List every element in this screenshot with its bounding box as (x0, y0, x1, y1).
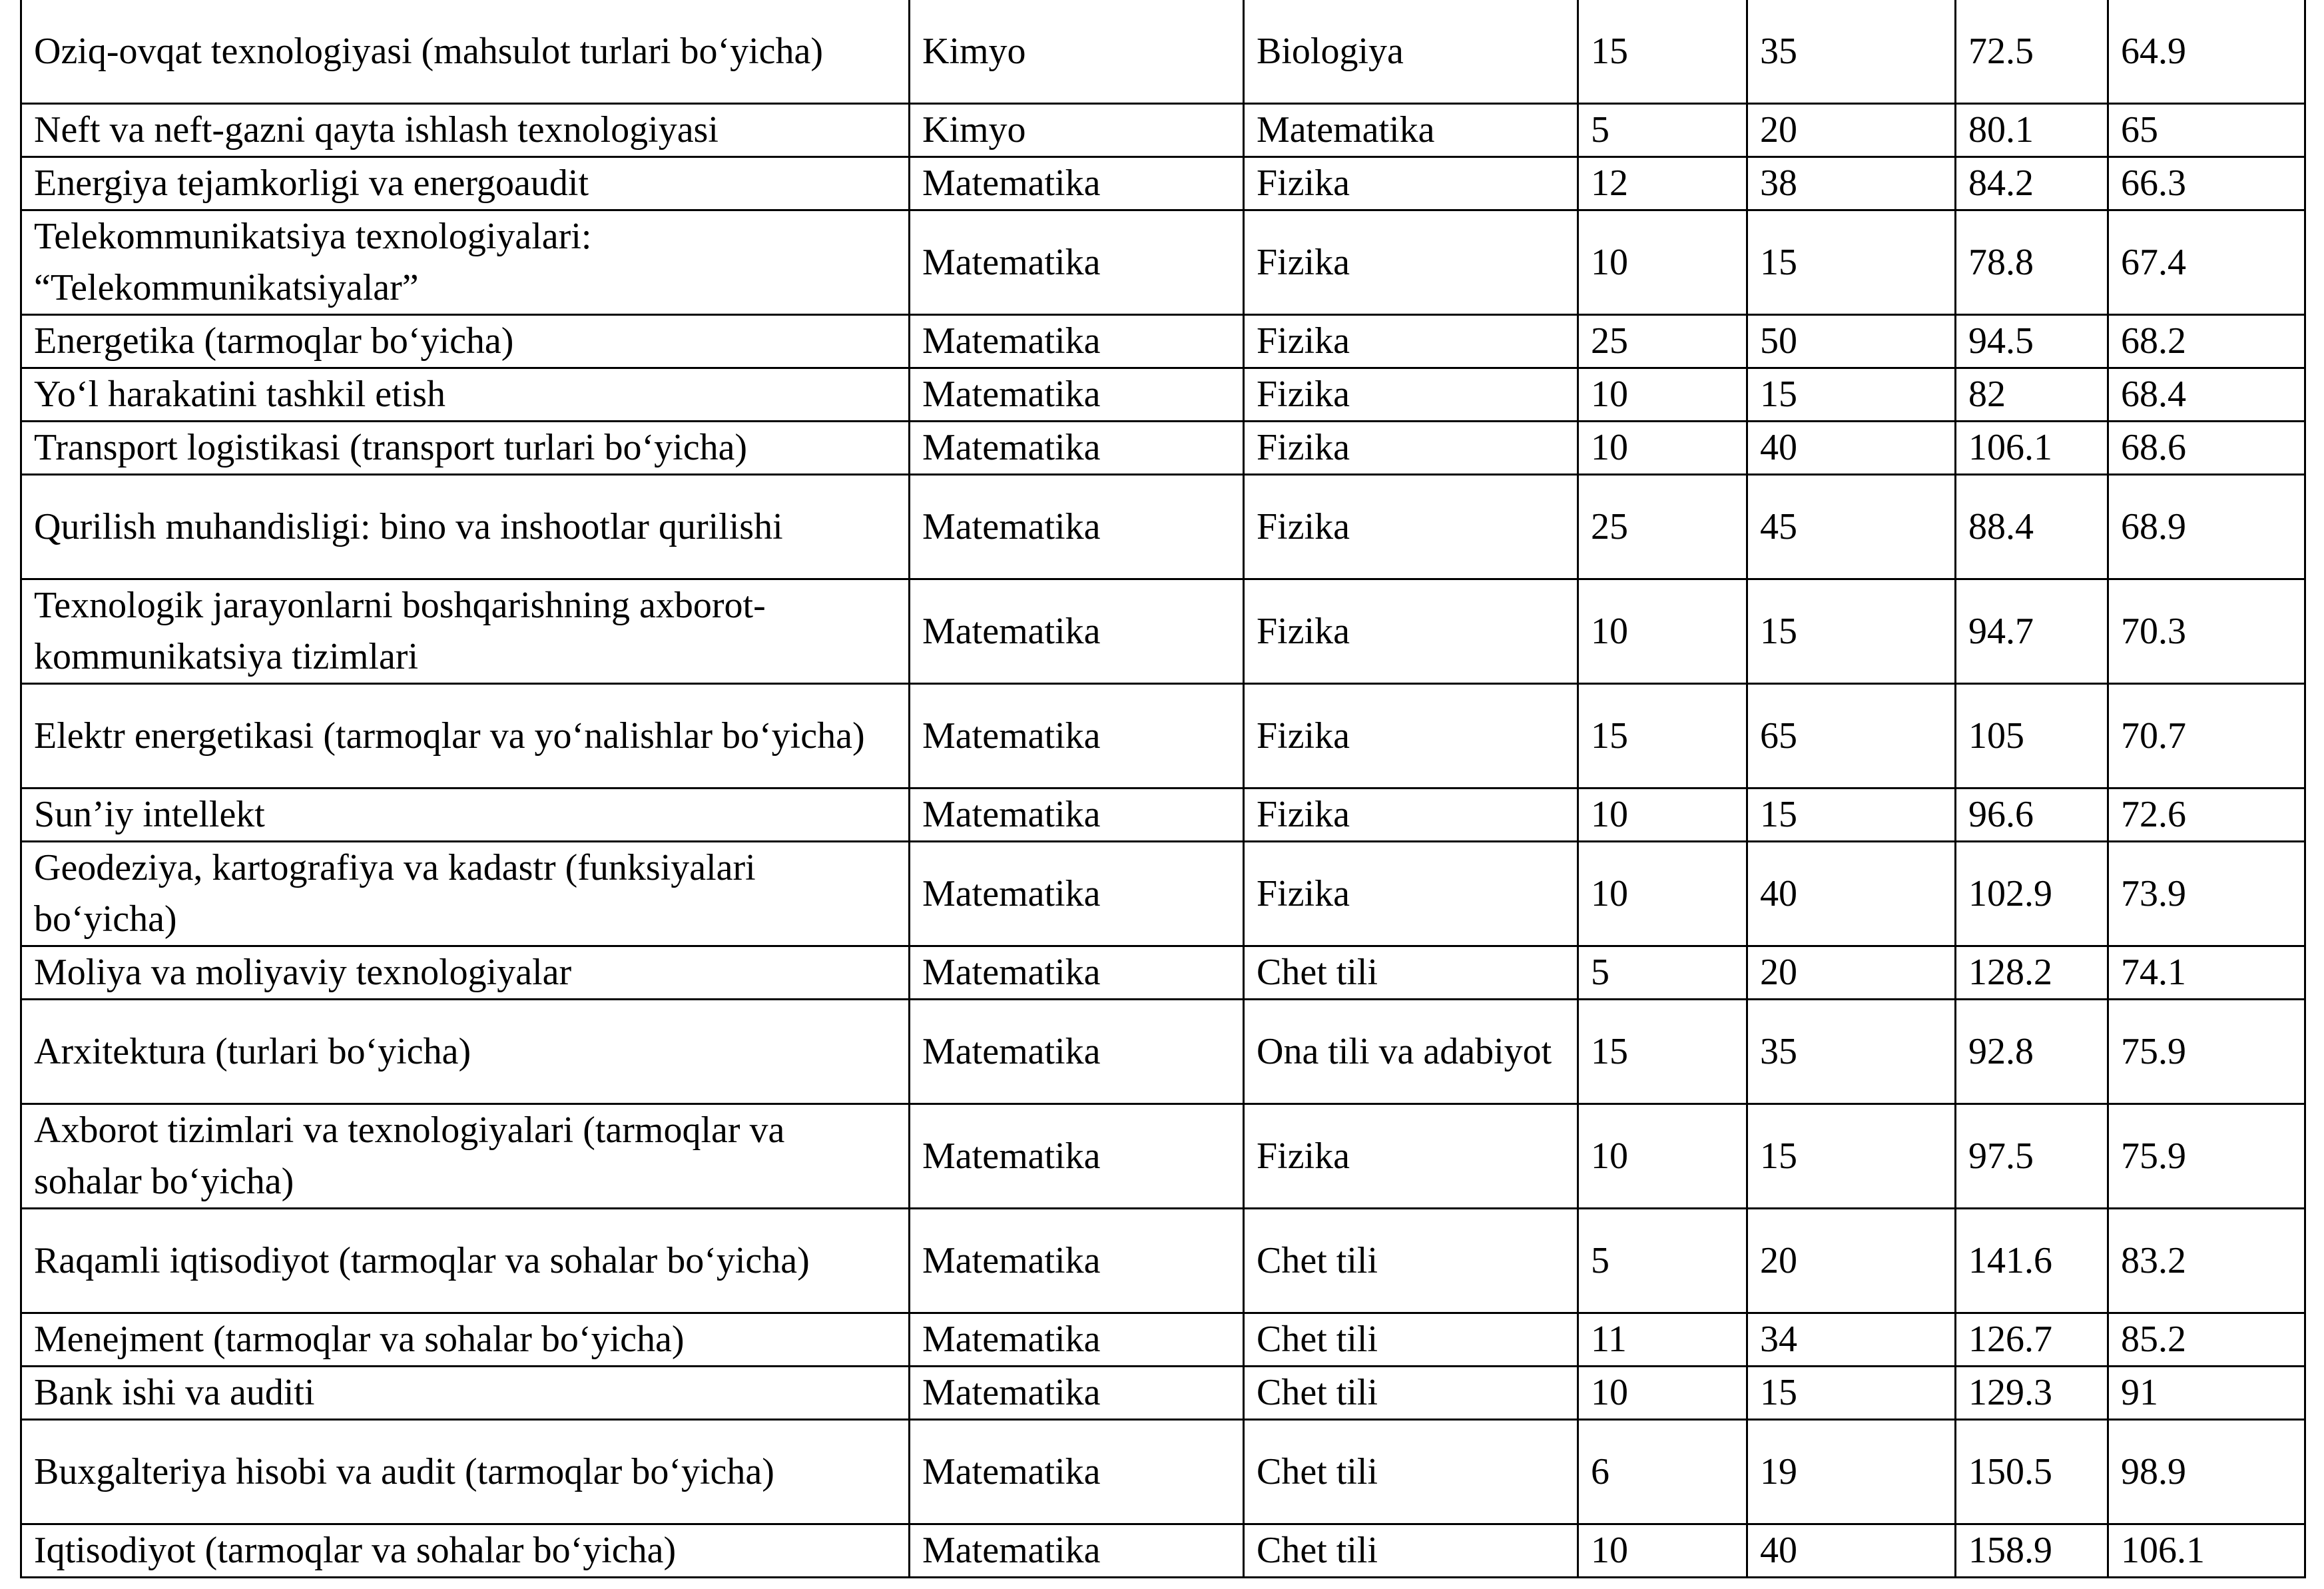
cell-subject-2: Fizika (1244, 789, 1578, 842)
table-row (21, 946, 2305, 1000)
cell-value-4: 70.3 (2108, 579, 2305, 684)
cell-value-4: 68.2 (2108, 315, 2305, 368)
cell-subject-2: Chet tili (1244, 1524, 1578, 1578)
cell-value-1: 10 (1578, 1104, 1747, 1209)
table-row (21, 1313, 2305, 1367)
cell-value-1: 10 (1578, 1524, 1747, 1578)
cell-value-4: 68.9 (2108, 475, 2305, 579)
cell-subject-1: Matematika (910, 475, 1244, 579)
cell-subject-1: Matematika (910, 579, 1244, 684)
cell-value-4: 83.2 (2108, 1209, 2305, 1313)
cell-subject-2: Fizika (1244, 157, 1578, 210)
cell-value-3: 72.5 (1956, 0, 2108, 104)
table-row (21, 1367, 2305, 1420)
cell-value-3: 126.7 (1956, 1313, 2108, 1367)
cell-value-4: 67.4 (2108, 210, 2305, 315)
cell-subject-2: Fizika (1244, 842, 1578, 946)
cell-direction-name: Buxgalteriya hisobi va audit (tarmoqlar bo‘yicha) (21, 1420, 910, 1524)
cell-value-4: 66.3 (2108, 157, 2305, 210)
cell-subject-2: Fizika (1244, 315, 1578, 368)
table-row (21, 475, 2305, 579)
cell-value-4: 72.6 (2108, 789, 2305, 842)
cell-subject-1: Matematika (910, 210, 1244, 315)
cell-value-4: 74.1 (2108, 946, 2305, 1000)
cell-value-2: 15 (1747, 789, 1956, 842)
cell-subject-1: Kimyo (910, 104, 1244, 157)
cell-value-1: 11 (1578, 1313, 1747, 1367)
cell-value-2: 40 (1747, 842, 1956, 946)
cell-value-1: 15 (1578, 0, 1747, 104)
cell-value-3: 94.7 (1956, 579, 2108, 684)
cell-value-3: 102.9 (1956, 842, 2108, 946)
cell-direction-name: Bank ishi va auditi (21, 1367, 910, 1420)
cell-subject-2: Chet tili (1244, 1209, 1578, 1313)
cell-subject-1: Kimyo (910, 0, 1244, 104)
cell-subject-2: Chet tili (1244, 1313, 1578, 1367)
cell-value-1: 6 (1578, 1420, 1747, 1524)
cell-value-1: 12 (1578, 157, 1747, 210)
table-body (21, 0, 2305, 1578)
table-row (21, 104, 2305, 157)
cell-value-3: 82 (1956, 368, 2108, 422)
cell-value-3: 129.3 (1956, 1367, 2108, 1420)
cell-value-4: 68.6 (2108, 422, 2305, 475)
cell-value-4: 91 (2108, 1367, 2305, 1420)
table-row (21, 210, 2305, 315)
cell-subject-2: Fizika (1244, 684, 1578, 789)
cell-subject-1: Matematika (910, 1367, 1244, 1420)
cell-direction-name: Menejment (tarmoqlar va sohalar bo‘yicha) (21, 1313, 910, 1367)
cell-subject-1: Matematika (910, 1313, 1244, 1367)
cell-value-2: 65 (1747, 684, 1956, 789)
table-row (21, 842, 2305, 946)
cell-value-2: 35 (1747, 0, 1956, 104)
cell-subject-1: Matematika (910, 1420, 1244, 1524)
cell-value-3: 158.9 (1956, 1524, 2108, 1578)
cell-value-4: 106.1 (2108, 1524, 2305, 1578)
cell-value-1: 10 (1578, 422, 1747, 475)
cell-value-3: 105 (1956, 684, 2108, 789)
cell-subject-2: Biologiya (1244, 0, 1578, 104)
cell-direction-name: Geodeziya, kartografiya va kadastr (funksiyalari bo‘yicha) (21, 842, 910, 946)
cell-value-4: 64.9 (2108, 0, 2305, 104)
cell-subject-2: Fizika (1244, 1104, 1578, 1209)
cell-value-2: 20 (1747, 1209, 1956, 1313)
cell-value-2: 15 (1747, 1367, 1956, 1420)
cell-value-1: 10 (1578, 1367, 1747, 1420)
cell-value-4: 70.7 (2108, 684, 2305, 789)
cell-subject-1: Matematika (910, 789, 1244, 842)
cell-value-2: 15 (1747, 210, 1956, 315)
cell-value-3: 88.4 (1956, 475, 2108, 579)
cell-value-3: 106.1 (1956, 422, 2108, 475)
cell-subject-2: Matematika (1244, 104, 1578, 157)
cell-value-4: 75.9 (2108, 1000, 2305, 1104)
cell-direction-name: Texnologik jarayonlarni boshqarishning axborot-kommunikatsiya tizimlari (21, 579, 910, 684)
cell-direction-name: Axborot tizimlari va texnologiyalari (tarmoqlar va sohalar bo‘yicha) (21, 1104, 910, 1209)
table-row (21, 684, 2305, 789)
cell-direction-name: Oziq-ovqat texnologiyasi (mahsulot turlari bo‘yicha) (21, 0, 910, 104)
table-row (21, 1524, 2305, 1578)
table-row (21, 422, 2305, 475)
cell-direction-name: Neft va neft-gazni qayta ishlash texnologiyasi (21, 104, 910, 157)
cell-value-2: 45 (1747, 475, 1956, 579)
table-row (21, 579, 2305, 684)
cell-direction-name: Energiya tejamkorligi va energoaudit (21, 157, 910, 210)
table-row (21, 1209, 2305, 1313)
cell-direction-name: Elektr energetikasi (tarmoqlar va yo‘nalishlar bo‘yicha) (21, 684, 910, 789)
cell-value-3: 78.8 (1956, 210, 2108, 315)
cell-value-2: 15 (1747, 579, 1956, 684)
cell-subject-2: Fizika (1244, 210, 1578, 315)
table-row (21, 0, 2305, 104)
cell-value-2: 38 (1747, 157, 1956, 210)
cell-value-1: 5 (1578, 946, 1747, 1000)
cell-subject-1: Matematika (910, 842, 1244, 946)
cell-value-2: 15 (1747, 1104, 1956, 1209)
table-row (21, 157, 2305, 210)
cell-value-2: 19 (1747, 1420, 1956, 1524)
cell-value-3: 128.2 (1956, 946, 2108, 1000)
table-row (21, 1000, 2305, 1104)
cell-value-1: 5 (1578, 1209, 1747, 1313)
cell-subject-2: Chet tili (1244, 946, 1578, 1000)
cell-subject-2: Ona tili va adabiyot (1244, 1000, 1578, 1104)
cell-subject-1: Matematika (910, 315, 1244, 368)
cell-direction-name: Moliya va moliyaviy texnologiyalar (21, 946, 910, 1000)
table-row (21, 315, 2305, 368)
cell-direction-name: Yo‘l harakatini tashkil etish (21, 368, 910, 422)
cell-direction-name: Qurilish muhandisligi: bino va inshootlar qurilishi (21, 475, 910, 579)
cell-subject-1: Matematika (910, 368, 1244, 422)
cell-value-2: 20 (1747, 104, 1956, 157)
cell-value-2: 50 (1747, 315, 1956, 368)
cell-subject-2: Fizika (1244, 579, 1578, 684)
cell-value-2: 40 (1747, 1524, 1956, 1578)
cell-subject-2: Chet tili (1244, 1420, 1578, 1524)
cell-value-3: 141.6 (1956, 1209, 2108, 1313)
cell-value-1: 10 (1578, 368, 1747, 422)
cell-direction-name: Arxitektura (turlari bo‘yicha) (21, 1000, 910, 1104)
cell-value-2: 15 (1747, 368, 1956, 422)
cell-subject-1: Matematika (910, 1000, 1244, 1104)
cell-value-2: 35 (1747, 1000, 1956, 1104)
cell-value-2: 34 (1747, 1313, 1956, 1367)
cell-value-1: 15 (1578, 1000, 1747, 1104)
table-row (21, 368, 2305, 422)
cell-value-3: 97.5 (1956, 1104, 2108, 1209)
cell-value-1: 5 (1578, 104, 1747, 157)
table-row (21, 789, 2305, 842)
cell-value-1: 10 (1578, 789, 1747, 842)
cell-subject-1: Matematika (910, 157, 1244, 210)
cell-value-1: 10 (1578, 210, 1747, 315)
cell-value-1: 10 (1578, 842, 1747, 946)
admission-stats-table (20, 0, 2306, 1578)
cell-subject-2: Fizika (1244, 475, 1578, 579)
cell-value-4: 98.9 (2108, 1420, 2305, 1524)
cell-subject-2: Fizika (1244, 422, 1578, 475)
cell-subject-1: Matematika (910, 1209, 1244, 1313)
cell-value-4: 68.4 (2108, 368, 2305, 422)
cell-direction-name: Telekommunikatsiya texnologiyalari: “Telekommunikatsiyalar” (21, 210, 910, 315)
cell-value-2: 40 (1747, 422, 1956, 475)
cell-value-4: 73.9 (2108, 842, 2305, 946)
cell-value-1: 25 (1578, 315, 1747, 368)
cell-value-1: 25 (1578, 475, 1747, 579)
table-row (21, 1420, 2305, 1524)
cell-subject-2: Chet tili (1244, 1367, 1578, 1420)
cell-subject-1: Matematika (910, 946, 1244, 1000)
cell-subject-2: Fizika (1244, 368, 1578, 422)
table-row (21, 1104, 2305, 1209)
cell-direction-name: Iqtisodiyot (tarmoqlar va sohalar bo‘yicha) (21, 1524, 910, 1578)
cell-value-4: 75.9 (2108, 1104, 2305, 1209)
cell-value-3: 92.8 (1956, 1000, 2108, 1104)
cell-value-4: 85.2 (2108, 1313, 2305, 1367)
cell-subject-1: Matematika (910, 684, 1244, 789)
cell-value-3: 94.5 (1956, 315, 2108, 368)
cell-subject-1: Matematika (910, 1524, 1244, 1578)
cell-subject-1: Matematika (910, 422, 1244, 475)
cell-value-1: 10 (1578, 579, 1747, 684)
cell-direction-name: Sun’iy intellekt (21, 789, 910, 842)
cell-value-2: 20 (1747, 946, 1956, 1000)
cell-direction-name: Energetika (tarmoqlar bo‘yicha) (21, 315, 910, 368)
cell-value-3: 84.2 (1956, 157, 2108, 210)
cell-value-1: 15 (1578, 684, 1747, 789)
cell-value-4: 65 (2108, 104, 2305, 157)
document-page (20, 0, 2304, 1578)
cell-value-3: 150.5 (1956, 1420, 2108, 1524)
cell-direction-name: Transport logistikasi (transport turlari bo‘yicha) (21, 422, 910, 475)
cell-direction-name: Raqamli iqtisodiyot (tarmoqlar va sohalar bo‘yicha) (21, 1209, 910, 1313)
cell-subject-1: Matematika (910, 1104, 1244, 1209)
cell-value-3: 80.1 (1956, 104, 2108, 157)
cell-value-3: 96.6 (1956, 789, 2108, 842)
